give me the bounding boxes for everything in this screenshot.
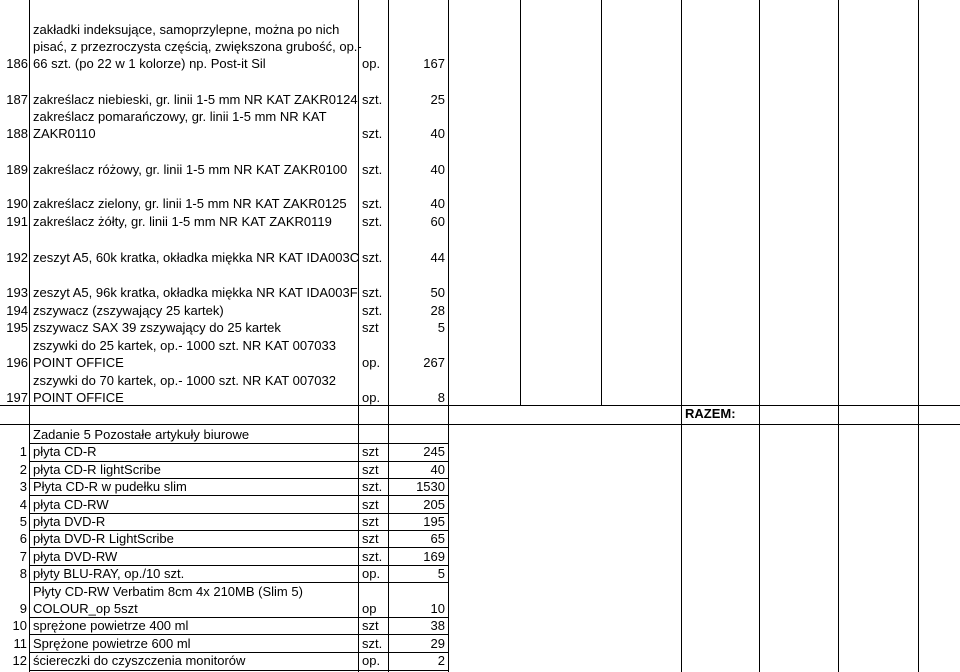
- unit: szt.: [362, 479, 383, 494]
- row-number: 8: [19, 566, 27, 581]
- row-number: 192: [6, 250, 28, 265]
- grid-line: [0, 405, 960, 406]
- unit: szt.: [362, 126, 383, 141]
- item-name: zszywacz (zszywający 25 kartek): [33, 303, 224, 318]
- row-number: 11: [13, 636, 27, 651]
- unit: szt.: [362, 303, 383, 318]
- grid-line: [0, 424, 960, 425]
- quantity: 169: [423, 549, 445, 564]
- quantity: 44: [430, 250, 445, 265]
- row-number: 187: [6, 92, 28, 107]
- unit: szt.: [362, 92, 383, 107]
- item-name-line: 66 szt. (po 22 w 1 kolorze) np. Post-it Sil: [33, 56, 266, 71]
- quantity: 29: [430, 636, 445, 651]
- quantity: 8: [437, 390, 445, 405]
- quantity: 60: [430, 214, 445, 229]
- quantity: 40: [430, 162, 445, 177]
- item-name: zakreślacz żółty, gr. linii 1-5 mm NR KAT ZAKR0119: [33, 214, 332, 229]
- item-name-line: zszywki do 70 kartek, op.- 1000 szt. NR KAT 007032: [33, 373, 336, 388]
- item-name: płyta CD-R lightScribe: [33, 462, 161, 477]
- grid-line: [388, 0, 389, 672]
- row-number: 190: [6, 196, 28, 211]
- unit: szt: [362, 618, 379, 633]
- row-number: 6: [19, 531, 27, 546]
- item-name: płyta CD-R: [33, 444, 97, 459]
- row-number: 10: [12, 618, 27, 633]
- row-number: 5: [19, 514, 27, 529]
- row-number: 4: [19, 497, 27, 512]
- item-name: płyta CD-RW: [33, 497, 109, 512]
- row-number: 12: [12, 653, 27, 668]
- unit: szt: [362, 497, 379, 512]
- grid-line: [681, 0, 682, 672]
- row-number: 191: [6, 214, 28, 229]
- quantity: 245: [423, 444, 445, 459]
- unit: szt.: [362, 214, 383, 229]
- unit: szt.: [362, 162, 383, 177]
- grid-line: [29, 670, 448, 671]
- unit: szt: [362, 444, 379, 459]
- unit: szt: [362, 462, 379, 477]
- quantity: 25: [430, 92, 445, 107]
- item-name: płyty BLU-RAY, op./10 szt.: [33, 566, 185, 581]
- item-name: zakreślacz zielony, gr. linii 1-5 mm NR KAT ZAKR0125: [33, 196, 347, 211]
- unit: op: [362, 601, 377, 616]
- quantity: 38: [430, 618, 445, 633]
- item-name: zeszyt A5, 60k kratka, okładka miękka NR KAT IDA003C: [33, 250, 360, 265]
- item-name-line: Płyty CD-RW Verbatim 8cm 4x 210MB (Slim 5): [33, 584, 303, 599]
- grid-line: [29, 0, 30, 672]
- quantity: 205: [423, 497, 445, 512]
- item-name-line: ZAKR0110: [33, 126, 96, 141]
- unit: op.: [362, 355, 381, 370]
- item-name-line: zszywki do 25 kartek, op.- 1000 szt. NR KAT 007033: [33, 338, 336, 353]
- unit: op.: [362, 653, 381, 668]
- quantity: 5: [437, 320, 445, 335]
- item-name: sprężone powietrze 400 ml: [33, 618, 189, 633]
- item-name-line: POINT OFFICE: [33, 355, 124, 370]
- item-name: zakreślacz różowy, gr. linii 1-5 mm NR KAT ZAKR0100: [33, 162, 348, 177]
- unit: szt.: [362, 549, 383, 564]
- quantity: 65: [430, 531, 445, 546]
- row-number: 194: [6, 303, 28, 318]
- quantity: 40: [430, 462, 445, 477]
- row-number: 3: [19, 479, 27, 494]
- quantity: 1530: [416, 479, 445, 494]
- row-number: 193: [6, 285, 28, 300]
- item-name-line: zakreślacz pomarańczowy, gr. linii 1-5 mm NR KAT: [33, 109, 327, 124]
- quantity: 167: [423, 56, 445, 71]
- item-name: płyta DVD-R LightScribe: [33, 531, 174, 546]
- item-name-line: zakładki indeksujące, samoprzylepne, można po nich: [33, 22, 340, 37]
- row-number: 9: [19, 601, 27, 616]
- grid-line: [601, 0, 602, 405]
- item-name: płyta DVD-RW: [33, 549, 118, 564]
- item-name: Płyta CD-R w pudełku slim: [33, 479, 187, 494]
- section-title: Zadanie 5 Pozostałe artykuły biurowe: [33, 427, 250, 442]
- row-number: 1: [19, 444, 27, 459]
- item-name: zeszyt A5, 96k kratka, okładka miękka NR KAT IDA003F: [33, 285, 358, 300]
- row-number: 189: [6, 162, 28, 177]
- row-number: 186: [6, 56, 28, 71]
- unit: szt: [362, 531, 379, 546]
- unit: szt: [362, 514, 379, 529]
- quantity: 10: [430, 601, 445, 616]
- quantity: 195: [423, 514, 445, 529]
- unit: op.: [362, 56, 381, 71]
- unit: op.: [362, 390, 381, 405]
- grid-line: [448, 0, 449, 672]
- item-name-line: COLOUR_op 5szt: [33, 601, 138, 616]
- quantity: 28: [430, 303, 445, 318]
- quantity: 2: [437, 653, 445, 668]
- item-name-line: POINT OFFICE: [33, 390, 124, 405]
- row-number: 188: [6, 126, 28, 141]
- quantity: 267: [423, 355, 445, 370]
- grid-line: [838, 0, 839, 672]
- unit: szt.: [362, 196, 383, 211]
- unit: szt.: [362, 285, 383, 300]
- unit: szt.: [362, 250, 383, 265]
- row-number: 197: [6, 390, 28, 405]
- item-name: Sprężone powietrze 600 ml: [33, 636, 191, 651]
- unit: op.: [362, 566, 381, 581]
- item-name: ściereczki do czyszczenia monitorów: [33, 653, 246, 668]
- row-number: 2: [19, 462, 27, 477]
- quantity: 40: [430, 126, 445, 141]
- item-name-line: pisać, z przezroczysta częścią, zwiększona grubość, op.-: [33, 39, 362, 54]
- grid-line: [358, 0, 359, 672]
- row-number: 7: [19, 549, 27, 564]
- grid-line: [520, 0, 521, 405]
- item-name: zakreślacz niebieski, gr. linii 1-5 mm NR KAT ZAKR0124: [33, 92, 358, 107]
- row-number: 196: [6, 355, 28, 370]
- item-name: płyta DVD-R: [33, 514, 106, 529]
- quantity: 5: [437, 566, 445, 581]
- unit: szt.: [362, 636, 383, 651]
- row-number: 195: [6, 320, 28, 335]
- quantity: 40: [430, 196, 445, 211]
- total-label: RAZEM:: [685, 406, 736, 421]
- unit: szt: [362, 320, 379, 335]
- grid-line: [918, 0, 919, 672]
- item-name: zszywacz SAX 39 zszywający do 25 kartek: [33, 320, 281, 335]
- grid-line: [759, 0, 760, 672]
- quantity: 50: [430, 285, 445, 300]
